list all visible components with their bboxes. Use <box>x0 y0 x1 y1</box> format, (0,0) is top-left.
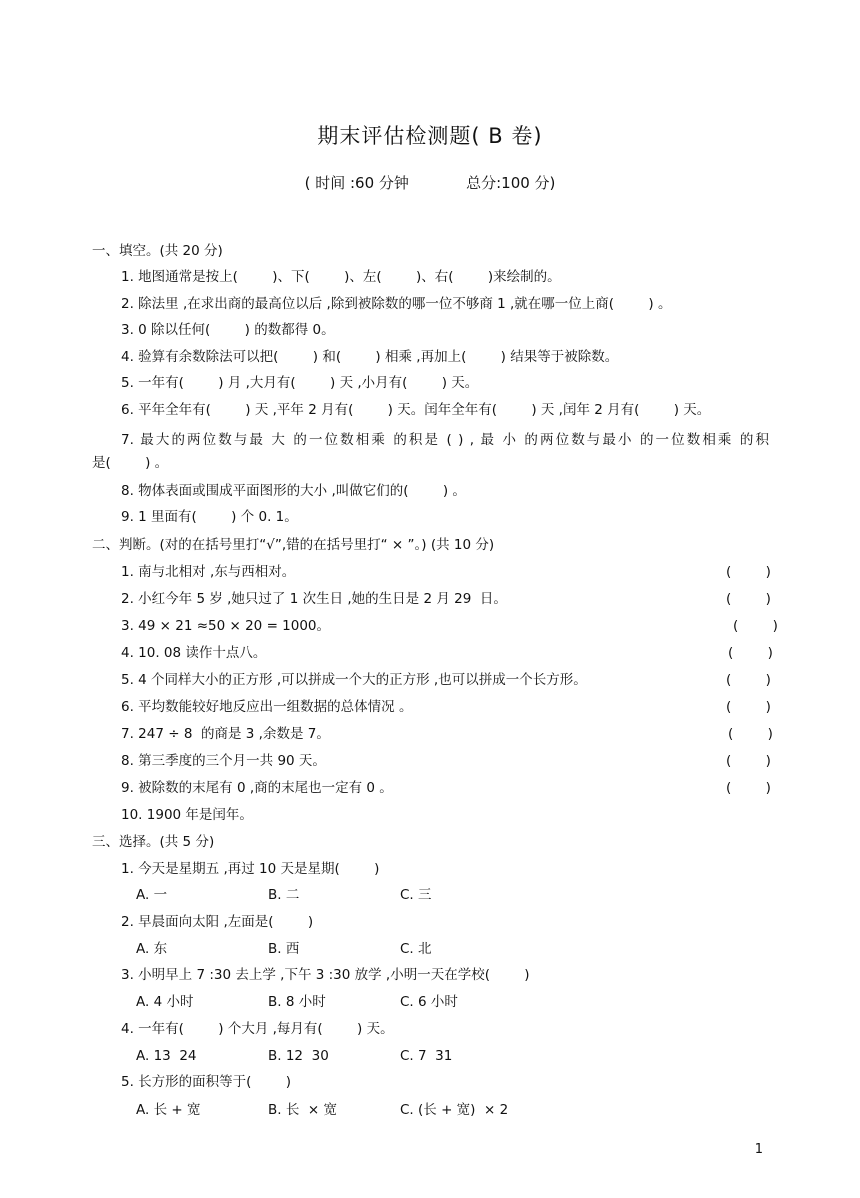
choice-3-option-a: A. 4 小时 <box>136 994 194 1010</box>
answer-paren-1: ( ) <box>726 564 771 580</box>
choice-question-5: 5. 长方形的面积等于( ) <box>121 1074 292 1090</box>
choice-1-option-c: C. 三 <box>400 887 432 903</box>
fill-blank-item-6: 6. 平年全年有( ) 天 ,平年 2 月有( ) 天。闰年全年有( ) 天 ,闰年 2 月有( ) 天。 <box>121 402 711 418</box>
page-number: 1 <box>754 1142 763 1157</box>
choice-5-option-b: B. 长 × 宽 <box>268 1102 338 1118</box>
true-false-item-1: 1. 南与北相对 ,东与西相对。 <box>121 564 296 580</box>
true-false-item-2: 2. 小红今年 5 岁 ,她只过了 1 次生日 ,她的生日是 2 月 29 日。 <box>121 591 507 607</box>
choice-2-option-a: A. 东 <box>136 941 168 957</box>
section-heading-fill-blank: 一、填空。(共 20 分) <box>92 243 223 259</box>
choice-3-option-c: C. 6 小时 <box>400 994 458 1010</box>
section-heading-choice: 三、选择。(共 5 分) <box>92 834 215 850</box>
fill-blank-item-2: 2. 除法里 ,在求出商的最高位以后 ,除到被除数的哪一位不够商 1 ,就在哪一位上商( ) 。 <box>121 296 672 312</box>
answer-paren-7: ( ) <box>728 726 773 742</box>
fill-blank-item-4: 4. 验算有余数除法可以把( ) 和( ) 相乘 ,再加上( ) 结果等于被除数。 <box>121 349 619 365</box>
fill-blank-item-8: 8. 物体表面或围成平面图形的大小 ,叫做它们的( ) 。 <box>121 483 466 499</box>
true-false-item-8: 8. 第三季度的三个月一共 90 天。 <box>121 753 326 769</box>
true-false-item-10: 10. 1900 年是闰年。 <box>121 807 253 823</box>
choice-4-option-c: C. 7 31 <box>400 1048 453 1064</box>
answer-paren-9: ( ) <box>726 780 771 796</box>
answer-paren-5: ( ) <box>726 672 771 688</box>
choice-question-3: 3. 小明早上 7 :30 去上学 ,下午 3 :30 放学 ,小明一天在学校( ) <box>121 967 530 983</box>
true-false-item-7: 7. 247 ÷ 8 的商是 3 ,余数是 7。 <box>121 726 330 742</box>
fill-blank-item-9: 9. 1 里面有( ) 个 0. 1。 <box>121 509 298 525</box>
choice-question-4: 4. 一年有( ) 个大月 ,每月有( ) 天。 <box>121 1021 394 1037</box>
true-false-item-4: 4. 10. 08 读作十点八。 <box>121 645 267 661</box>
choice-3-option-b: B. 8 小时 <box>268 994 326 1010</box>
true-false-item-5: 5. 4 个同样大小的正方形 ,可以拼成一个大的正方形 ,也可以拼成一个长方形。 <box>121 672 587 688</box>
page-title: 期末评估检测题( B 卷) <box>317 124 543 148</box>
true-false-item-3: 3. 49 × 21 ≈50 × 20 = 1000。 <box>121 618 331 634</box>
answer-paren-8: ( ) <box>726 753 771 769</box>
choice-question-1: 1. 今天是星期五 ,再过 10 天是星期( ) <box>121 861 380 877</box>
choice-2-option-c: C. 北 <box>400 941 432 957</box>
choice-1-option-a: A. 一 <box>136 887 168 903</box>
choice-4-option-a: A. 13 24 <box>136 1048 197 1064</box>
fill-blank-item-7-line-1: 7. 最大的两位数与最 大 的一位数相乘 的积是 ( ) , 最 小 的两位数与最小 的一位数相乘 的积 <box>121 432 769 448</box>
answer-paren-4: ( ) <box>728 645 773 661</box>
choice-5-option-c: C. (长 + 宽) × 2 <box>400 1102 509 1118</box>
answer-paren-6: ( ) <box>726 699 771 715</box>
choice-4-option-b: B. 12 30 <box>268 1048 329 1064</box>
fill-blank-item-7-line-2: 是( ) 。 <box>92 455 169 471</box>
fill-blank-item-1: 1. 地图通常是按上( )、下( )、左( )、右( )来绘制的。 <box>121 269 561 285</box>
answer-paren-2: ( ) <box>726 591 771 607</box>
choice-1-option-b: B. 二 <box>268 887 300 903</box>
answer-paren-3: ( ) <box>733 618 778 634</box>
choice-5-option-a: A. 长 + 宽 <box>136 1102 201 1118</box>
choice-question-2: 2. 早晨面向太阳 ,左面是( ) <box>121 914 314 930</box>
exam-info: ( 时间 :60 分钟 总分:100 分) <box>304 174 556 192</box>
true-false-item-6: 6. 平均数能较好地反应出一组数据的总体情况 。 <box>121 699 413 715</box>
choice-2-option-b: B. 西 <box>268 941 300 957</box>
fill-blank-item-5: 5. 一年有( ) 月 ,大月有( ) 天 ,小月有( ) 天。 <box>121 375 479 391</box>
true-false-item-9: 9. 被除数的末尾有 0 ,商的末尾也一定有 0 。 <box>121 780 393 796</box>
fill-blank-item-3: 3. 0 除以任何( ) 的数都得 0。 <box>121 322 335 338</box>
section-heading-true-false: 二、判断。(对的在括号里打“√”,错的在括号里打“ × ”。) (共 10 分) <box>92 537 495 553</box>
